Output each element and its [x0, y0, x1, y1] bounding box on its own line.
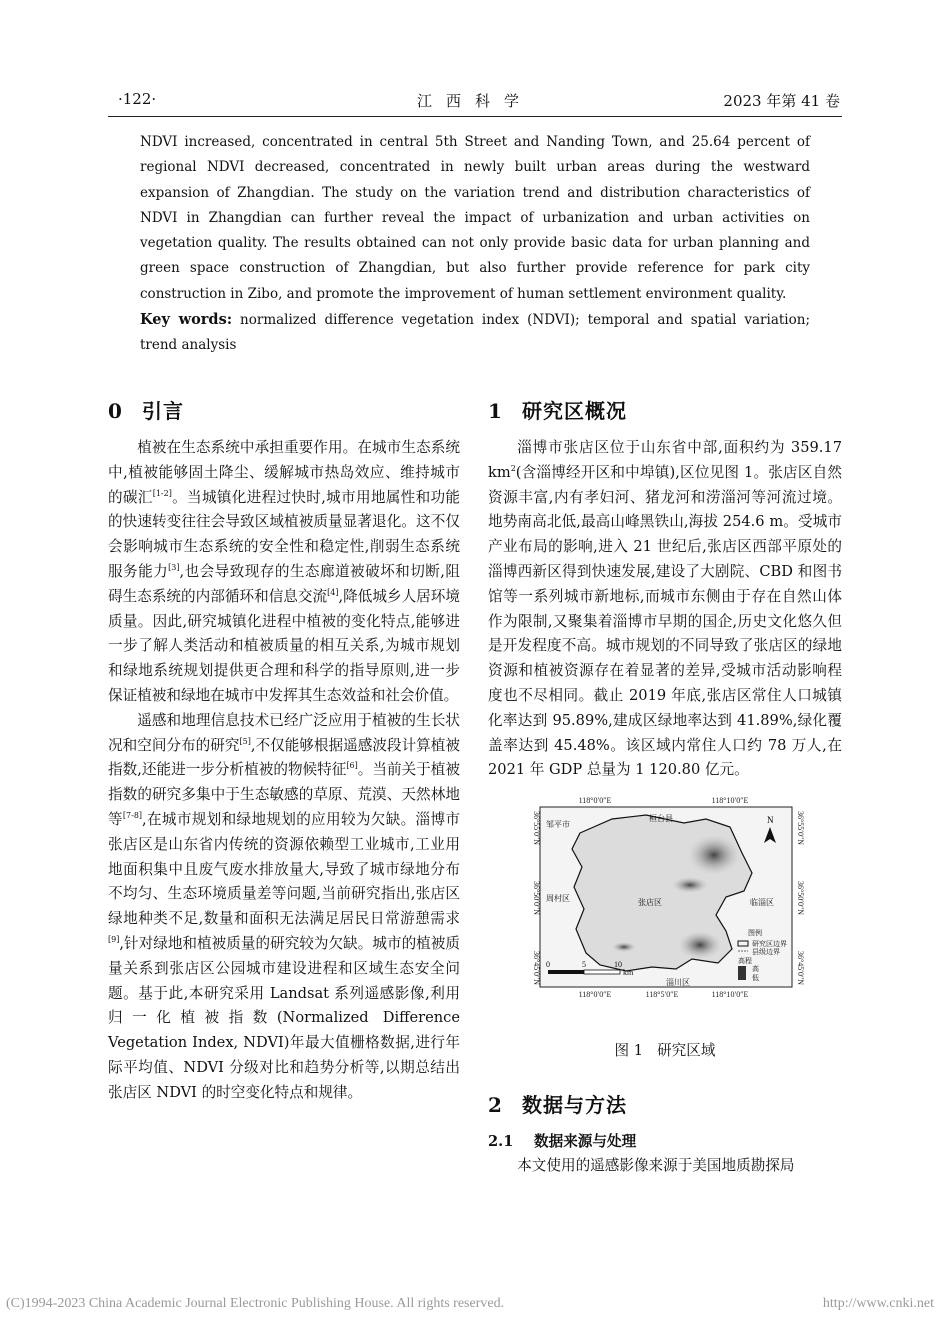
citation[interactable]: [1-2] [152, 488, 172, 498]
svg-text:研究区边界: 研究区边界 [752, 940, 787, 949]
svg-text:36°50′0″N: 36°50′0″N [796, 881, 805, 916]
svg-text:10: 10 [614, 960, 622, 970]
label-zichuan: 淄川区 [666, 978, 690, 988]
label-huantai: 桓台县 [649, 814, 673, 824]
right-column [488, 396, 842, 1179]
terrain-shade [672, 877, 708, 893]
figure-1 [488, 793, 842, 1064]
study-area-map [516, 793, 816, 1009]
intro-paragraph-1: 植被在生态系统中承担重要作用。在城市生态系统中,植被能够固土降尘、缓解城市热岛效应、维持城市的碳汇[1-2]。当城镇化进程过快时,城市用地属性和功能的快速转变往往会导致区域植被质量显著退化。这不仅会影响城市生态系统的安全性和稳定性,削弱生态系统服务能力[3],也会导致现存的生态廊道被破坏和切断,阻碍生态系统的内部循环和信息交流[4],降低城乡人居环境质量。因此,研究城镇化进程中植被的变化特点,能够进一步了解人类活动和植被质量的相互关系,为城市规划和绿地系统规划提供更合理和科学的指导原则,进一步保证植被和绿地在城市中发挥其生态效益和社会价值。 [108, 439, 460, 704]
svg-text:km: km [623, 968, 634, 978]
volume-info: 2023 年第 41 卷 [723, 92, 840, 110]
svg-text:118°10′0″E: 118°10′0″E [711, 990, 749, 1000]
svg-text:118°5′0″E: 118°5′0″E [645, 990, 679, 1000]
svg-text:36°55′0″N: 36°55′0″N [796, 811, 805, 846]
citation[interactable]: [9] [108, 934, 120, 944]
citation[interactable]: [5] [239, 736, 251, 746]
section-0-heading: 0 引言 [108, 399, 184, 423]
page-number: ·122· [118, 90, 157, 108]
journal-name: 江西科学 [416, 92, 533, 110]
svg-text:低: 低 [752, 974, 759, 983]
label-zouping: 邹平市 [546, 820, 570, 830]
svg-text:图例: 图例 [748, 929, 762, 938]
svg-text:N: N [767, 815, 774, 826]
english-abstract [140, 130, 810, 359]
svg-text:36°45′0″N: 36°45′0″N [796, 951, 805, 986]
svg-text:县级边界: 县级边界 [752, 948, 780, 957]
svg-text:36°45′0″N: 36°45′0″N [532, 951, 541, 986]
svg-text:36°55′0″N: 36°55′0″N [532, 811, 541, 846]
subsection-2-1-heading: 2.1 数据来源与处理 [488, 1132, 637, 1150]
cnki-url[interactable]: http://www.cnki.net [822, 1296, 934, 1311]
copyright-notice: (C)1994-2023 China Academic Journal Electronic Publishing House. All rights reserved. [6, 1296, 505, 1311]
svg-text:5: 5 [582, 960, 586, 970]
abstract-text: NDVI increased, concentrated in central 5th Street and Nanding Town, and 25.64 percent of regional NDVI decreased, concentrated in newly built urban areas during the westward expansion of Zhangdian. The study on the variation trend and distribution characteristics of NDVI in Zhangdian can further reveal the impact of urbanization and urban activities on vegetation quality. The results obtained can not only provide basic data for urban planning and green space construction of Zhangdian, but also further provide reference for park city construction in Zibo, and promote the improvement of human settlement environment quality. [140, 134, 810, 302]
label-zhoucun: 周村区 [546, 894, 570, 904]
left-column [108, 396, 460, 1106]
cnki-footer [6, 1296, 944, 1312]
citation[interactable]: [3] [168, 562, 180, 572]
keywords-text: normalized difference vegetation index (NDVI); temporal and spatial variation; trend analysis [140, 312, 810, 354]
label-linzi: 临淄区 [750, 898, 774, 908]
citation[interactable]: [4] [327, 587, 339, 597]
data-source-paragraph: 本文使用的遥感影像来源于美国地质勘探局 [517, 1156, 795, 1174]
section-2-heading: 2 数据与方法 [488, 1092, 627, 1117]
running-header [108, 90, 842, 117]
svg-text:118°0′0″E: 118°0′0″E [578, 796, 612, 806]
svg-text:36°50′0″N: 36°50′0″N [532, 881, 541, 916]
section-1-heading: 1 研究区概况 [488, 399, 627, 423]
svg-text:0: 0 [546, 960, 550, 970]
citation[interactable]: [7-8] [122, 810, 143, 820]
keywords-label: Key words: [140, 311, 233, 329]
study-area-paragraph: 淄博市张店区位于山东省中部,面积约为 359.17 $km^2$(含淄博经开区和中埠镇),区位见图 1。张店区自然资源丰富,内有孝妇河、猪龙河和涝淄河等河流过境。地势南高北低,最高山峰黑铁山,海拔 254.6 m。受城市产业布局的影响,进入 21 世纪后,张店区西部平原处的淄博西新区得到快速发展,建设了大剧院、CBD 和图书馆等一系列城市新地标,而城市东侧由于存在自然山体作为限制,又聚集着淄博市早期的国企,历史文化悠久但是开发程度不高。城市规划的不同导致了张店区的绿地资源和植被资源存在着显著的差异,受城市活动影响程度也不尽相同。截止 2019 年底,张店区常住人口城镇化率达到 95.89%,建成区绿地率达到 41.89%,绿化覆盖率达到 45.48%。该区域内常住人口约 78 万人,在 2021 年 GDP 总量为 1 120.80 亿元。 [488, 439, 842, 779]
svg-text:高: 高 [752, 965, 759, 974]
terrain-shade [688, 835, 740, 875]
intro-paragraph-2: 遥感和地理信息技术已经广泛应用于植被的生长状况和空间分布的研究[5],不仅能够根据遥感波段计算植被指数,还能进一步分析植被的物候特征[6]。当前关于植被指数的研究多集中于生态敏感的草原、荒漠、天然林地等[7-8],在城市规划和绿地规划的应用较为欠缺。淄博市张店区是山东省内传统的资源依赖型工业城市,工业用地面积集中且废气废水排放量大,导致了城市绿地分布不均匀、生态环境质量差等问题,当前研究指出,张店区绿地种类不足,数量和面积无法满足居民日常游憩需求[9],针对绿地和植被质量的研究较为欠缺。城市的植被质量关系到张店区公园城市建设进程和区域生态安全问题。基于此,本研究采用 Landsat 系列遥感影像,利用归一化植被指数(Normalized Difference Vegetation Index, NDVI)年最大值栅格数据,进行年际平均值、NDVI 分级对比和趋势分析等,以期总结出张店区 NDVI 的时空变化特点和规律。 [108, 711, 460, 1101]
keywords [140, 307, 810, 359]
label-zhangdian: 张店区 [638, 898, 662, 908]
svg-text:118°10′0″E: 118°10′0″E [711, 796, 749, 806]
terrain-shade [678, 931, 722, 959]
figure-1-caption: 图 1 研究区域 [614, 1042, 716, 1060]
svg-text:高程: 高程 [738, 957, 752, 966]
terrain-shade [612, 942, 636, 952]
citation[interactable]: [6] [346, 761, 358, 771]
svg-text:118°0′0″E: 118°0′0″E [578, 990, 612, 1000]
